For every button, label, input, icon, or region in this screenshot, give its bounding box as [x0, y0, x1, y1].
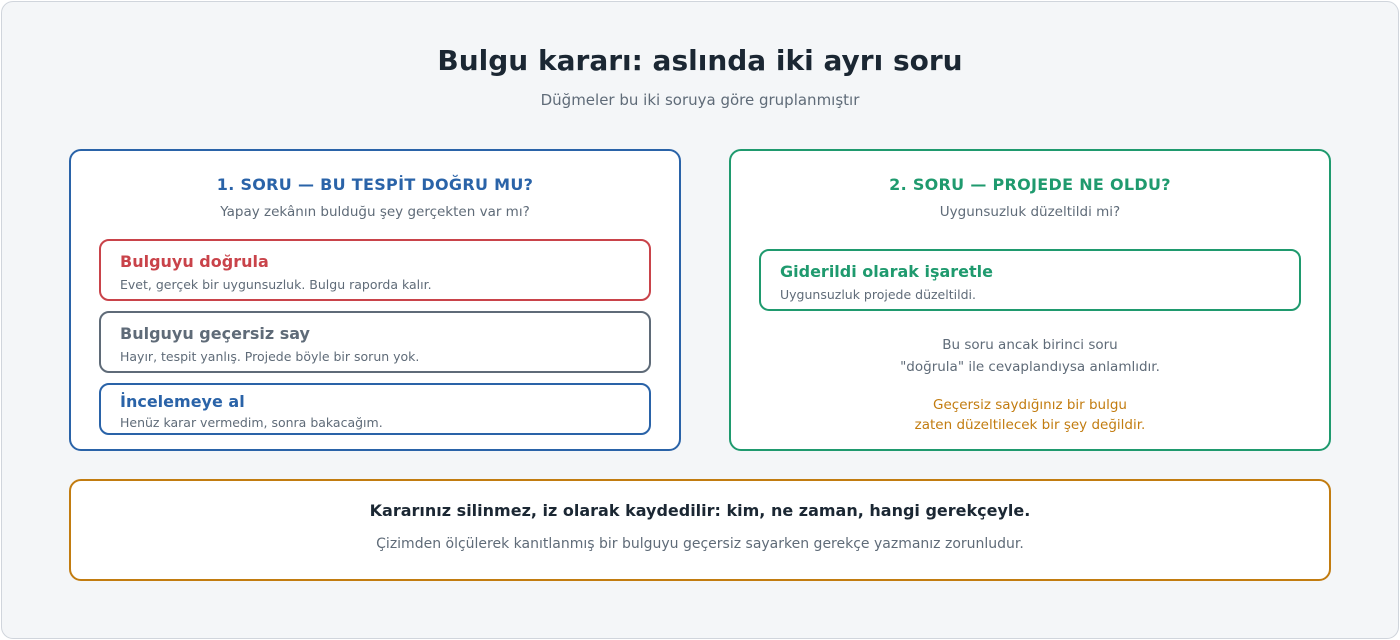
question-2-panel	[729, 149, 1331, 451]
page-title: Bulgu kararı: aslında iki ayrı soru	[437, 44, 963, 77]
question-2-note-line-2: "doğrula" ile cevaplandıysa anlamlıdır.	[900, 359, 1160, 375]
mark-resolved-button[interactable]	[759, 249, 1301, 311]
question-2-note-line-1: Bu soru ancak birinci soru	[942, 337, 1118, 353]
review-later-button[interactable]	[99, 383, 651, 435]
invalidate-finding-button[interactable]	[99, 311, 651, 373]
invalidate-finding-title: Bulguyu geçersiz say	[120, 324, 310, 343]
question-1-subheading: Yapay zekânın bulduğu şey gerçekten var mı?	[220, 204, 530, 220]
confirm-finding-title: Bulguyu doğrula	[120, 252, 269, 271]
question-2-warning-line-2: zaten düzeltilecek bir şey değildir.	[914, 417, 1146, 433]
invalidate-finding-description: Hayır, tespit yanlış. Projede böyle bir sorun yok.	[120, 349, 420, 364]
question-2-note	[731, 334, 1329, 378]
question-2-subheading: Uygunsuzluk düzeltildi mi?	[939, 204, 1121, 220]
confirm-finding-description: Evet, gerçek bir uygunsuzluk. Bulgu raporda kalır.	[120, 277, 432, 292]
review-later-title: İncelemeye al	[120, 392, 245, 411]
question-1-heading: 1. SORU — BU TESPİT DOĞRU MU?	[216, 175, 534, 194]
question-1-panel	[69, 149, 681, 451]
question-2-warning-line-1: Geçersiz saydığınız bir bulgu	[933, 397, 1127, 413]
page-subtitle: Düğmeler bu iki soruya göre gruplanmıştır	[540, 91, 860, 109]
review-later-description: Henüz karar vermedim, sonra bakacağım.	[120, 415, 383, 430]
audit-note-title: Kararınız silinmez, iz olarak kaydedilir: kim, ne zaman, hangi gerekçeyle.	[369, 501, 1031, 520]
mark-resolved-title: Giderildi olarak işaretle	[780, 262, 993, 281]
question-2-heading: 2. SORU — PROJEDE NE OLDU?	[889, 175, 1171, 194]
question-2-warning	[731, 395, 1329, 435]
mark-resolved-description: Uygunsuzluk projede düzeltildi.	[780, 287, 976, 302]
confirm-finding-button[interactable]	[99, 239, 651, 301]
audit-note-panel	[69, 479, 1331, 581]
audit-note-text: Çizimden ölçülerek kanıtlanmış bir bulguyu geçersiz sayarken gerekçe yazmanız zorunludur.	[376, 536, 1024, 552]
